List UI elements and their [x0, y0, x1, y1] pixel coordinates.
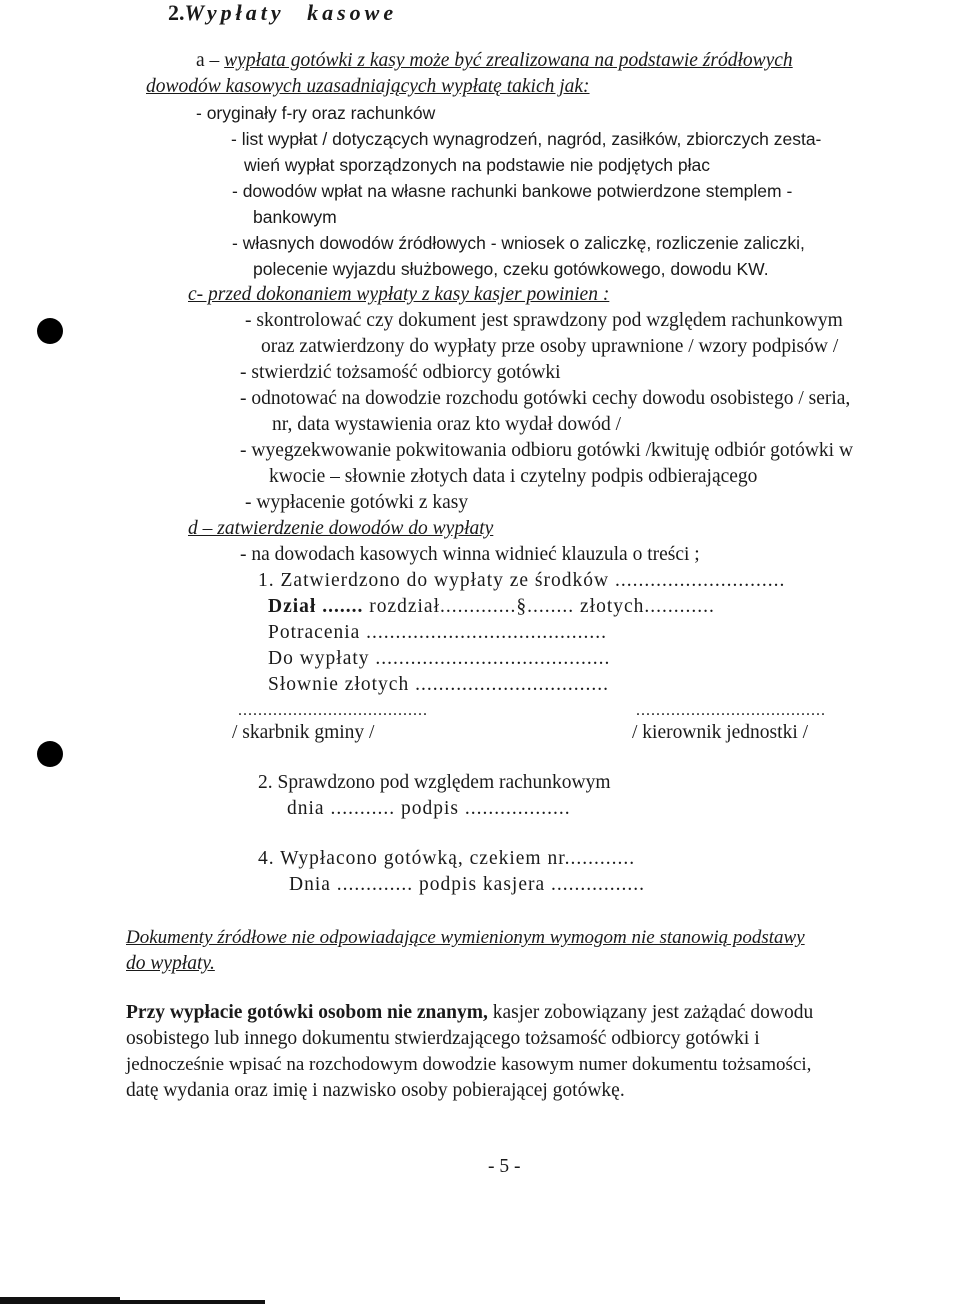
section-c-item-3-cont: nr, data wystawienia oraz kto wydał dowód / — [272, 414, 622, 435]
closing-text-1: kasjer zobowiązany jest zażądać dowodu — [487, 1002, 814, 1023]
closing-line-3: jednocześnie wpisać na rozchodowym dowodzie kasowym numer dokumentu tożsamości, — [126, 1054, 812, 1075]
closing-line-2: osobistego lub innego dokumentu stwierdzającego tożsamość odbiorcy gotówki i — [126, 1028, 760, 1049]
section-c-item-1: - skontrolować czy dokument jest sprawdzony pod względem rachunkowym — [245, 310, 843, 331]
clause-step-2-sign: dnia ........... podpis .................. — [287, 798, 571, 819]
clause-step-2: 2. Sprawdzono pod względem rachunkowym — [258, 772, 611, 793]
clause-step-4-sign: Dnia ............. podpis kasjera ................ — [289, 874, 646, 895]
section-a-line2: dowodów kasowych uzasadniających wypłatę takich jak: — [146, 76, 590, 97]
clause-do-wyplaty: Do wypłaty ........................................ — [268, 648, 611, 669]
signature-label-right: / kierownik jednostki / — [632, 722, 809, 743]
closing-line-4: datę wydania oraz imię i nazwisko osoby pobierającej gotówkę. — [126, 1080, 625, 1101]
clause-step-4: 4. Wypłacono gotówką, czekiem nr............ — [258, 848, 636, 869]
title-word-2: kasowe — [307, 0, 398, 25]
closing-bold-text: Przy wypłacie gotówki osobom nie znanym, — [126, 1002, 488, 1023]
section-c-heading: c- przed dokonaniem wypłaty z kasy kasjer powinien : — [188, 284, 610, 305]
section-c-item-2: - stwierdzić tożsamość odbiorcy gotówki — [240, 362, 561, 383]
clause-slownie: Słownie złotych ................................. — [268, 674, 609, 695]
section-a-text1: wypłata gotówki z kasy może być zrealizowana na podstawie źródłowych — [224, 50, 793, 71]
clause-step-1: 1. Zatwierdzono do wypłaty ze środków ............................. — [258, 570, 786, 591]
punch-hole-bottom — [37, 741, 63, 767]
section-a-item-4-cont: polecenie wyjazdu służbowego, czeku gotówkowego, dowodu KW. — [253, 259, 769, 279]
signature-line-right: ...................................... — [636, 702, 826, 719]
section-c-item-3: - odnotować na dowodzie rozchodu gotówki cechy dowodu osobistego / seria, — [240, 388, 851, 409]
section-title — [168, 0, 397, 26]
section-number: 2. — [168, 0, 185, 25]
closing-line-1 — [126, 1000, 813, 1026]
section-a-item-1: - oryginały f-ry oraz rachunków — [196, 103, 436, 123]
title-word-1: Wypłaty — [184, 0, 285, 25]
signature-label-left: / skarbnik gminy / — [232, 722, 375, 743]
section-a-item-3: - dowodów wpłat na własne rachunki bankowe potwierdzone stemplem - — [232, 181, 793, 201]
section-d-intro: - na dowodach kasowych winna widnieć klauzula o treści ; — [240, 544, 700, 565]
section-d-heading: d – zatwierdzenie dowodów do wypłaty — [188, 518, 494, 539]
section-a-line1 — [196, 48, 793, 74]
clause-potracenia: Potracenia ......................................... — [268, 622, 608, 643]
clause-dzial-line — [268, 594, 715, 620]
notice-line-1: Dokumenty źródłowe nie odpowiadające wymienionym wymogom nie stanowią podstawy — [126, 927, 805, 948]
section-a-item-2-cont: wień wypłat sporządzonych na podstawie nie podjętych płac — [244, 155, 710, 175]
section-a-item-4: - własnych dowodów źródłowych - wniosek o zaliczkę, rozliczenie zaliczki, — [232, 233, 805, 253]
clause-dzial-label: Dział ....... — [268, 596, 364, 617]
punch-hole-top — [37, 318, 63, 344]
scan-edge-bar — [0, 1300, 265, 1304]
section-c-item-4: - wyegzekwowanie pokwitowania odbioru gotówki /kwituję odbiór gotówki w — [240, 440, 854, 461]
section-c-item-4-cont: kwocie – słownie złotych data i czytelny podpis odbierającego — [269, 466, 758, 487]
section-a-label: a – — [196, 50, 220, 71]
signature-line-left: ...................................... — [238, 702, 428, 719]
section-a-item-3-cont: bankowym — [253, 207, 337, 227]
section-c-item-5: - wypłacenie gotówki z kasy — [245, 492, 469, 513]
notice-line-2: do wypłaty. — [126, 953, 215, 974]
section-a-item-2: - list wypłat / dotyczących wynagrodzeń, nagród, zasiłków, zbiorczych zesta- — [231, 129, 822, 149]
clause-dzial-rest: rozdział.............§........ złotych............ — [363, 596, 715, 617]
page-number: - 5 - — [488, 1156, 521, 1177]
section-c-item-1-cont: oraz zatwierdzony do wypłaty prze osoby uprawnione / wzory podpisów / — [261, 336, 839, 357]
